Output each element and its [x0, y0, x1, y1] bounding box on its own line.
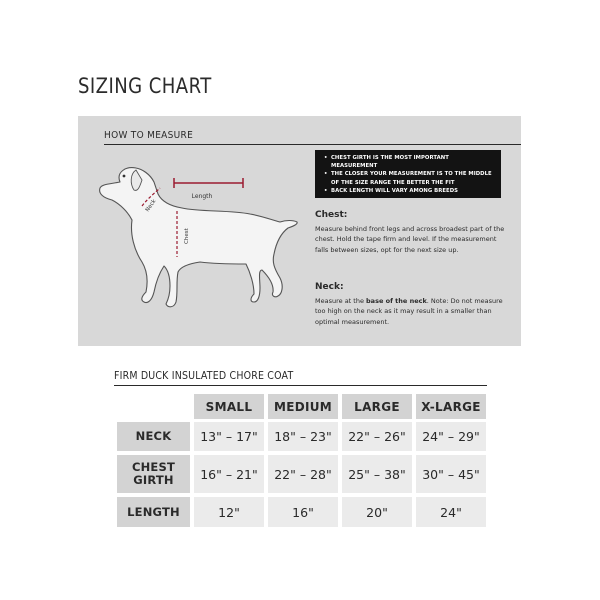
tip-item: • BACK LENGTH WILL VARY AMONG BREEDS [324, 187, 495, 195]
neck-title: Neck: [315, 282, 344, 292]
page-title: SIZING CHART [78, 74, 212, 98]
dog-eye [123, 175, 126, 178]
table-cell: 13" – 17" [194, 422, 264, 451]
dog-silhouette [100, 168, 298, 307]
table-cell: 22" – 28" [268, 455, 338, 493]
size-header-large: LARGE [342, 394, 412, 419]
table-cell: 25" – 38" [342, 455, 412, 493]
table-cell: 22" – 26" [342, 422, 412, 451]
table-cell: 16" – 21" [194, 455, 264, 493]
length-label: Length [191, 193, 213, 200]
table-cell: 24" – 29" [416, 422, 486, 451]
chest-text: Measure behind front legs and across broadest part of the chest. Hold the tape firm and level. If the measurement falls between sizes, opt for the next size up. [315, 225, 505, 254]
tip-item: • CHEST GIRTH IS THE MOST IMPORTANT MEASUREMENT [324, 154, 495, 170]
size-header-xlarge: X-LARGE [416, 394, 486, 419]
table-cell: 20" [342, 497, 412, 527]
chest-label: Chest [184, 228, 190, 244]
heading-divider [104, 144, 521, 145]
size-header-small: SMALL [194, 394, 264, 419]
product-divider [114, 385, 487, 386]
table-cell: 18" – 23" [268, 422, 338, 451]
neck-text: Measure at the base of the neck. Note: Do not measure too high on the neck as it may result in a smaller than optimal measurement. [315, 297, 503, 326]
dog-measurement-diagram [90, 154, 305, 319]
measurement-tips-box [315, 150, 501, 198]
chest-title: Chest: [315, 210, 348, 220]
table-cell: 30" – 45" [416, 455, 486, 493]
table-cell: 12" [194, 497, 264, 527]
how-to-measure-heading: HOW TO MEASURE [104, 130, 194, 141]
neck-label: Neck [144, 198, 158, 214]
table-cell: 24" [416, 497, 486, 527]
product-title: FIRM DUCK INSULATED CHORE COAT [114, 370, 294, 382]
table-cell: 16" [268, 497, 338, 527]
neck-instructions [315, 282, 505, 327]
row-label-length: LENGTH [117, 497, 190, 527]
row-label-neck: NECK [117, 422, 190, 451]
chest-instructions [315, 210, 505, 255]
tip-item: • THE CLOSER YOUR MEASUREMENT IS TO THE MIDDLE OF THE SIZE RANGE THE BETTER THE FIT [324, 170, 495, 186]
row-label-chest-girth: CHEST GIRTH [117, 455, 190, 493]
how-to-measure-panel [78, 116, 521, 346]
size-header-medium: MEDIUM [268, 394, 338, 419]
